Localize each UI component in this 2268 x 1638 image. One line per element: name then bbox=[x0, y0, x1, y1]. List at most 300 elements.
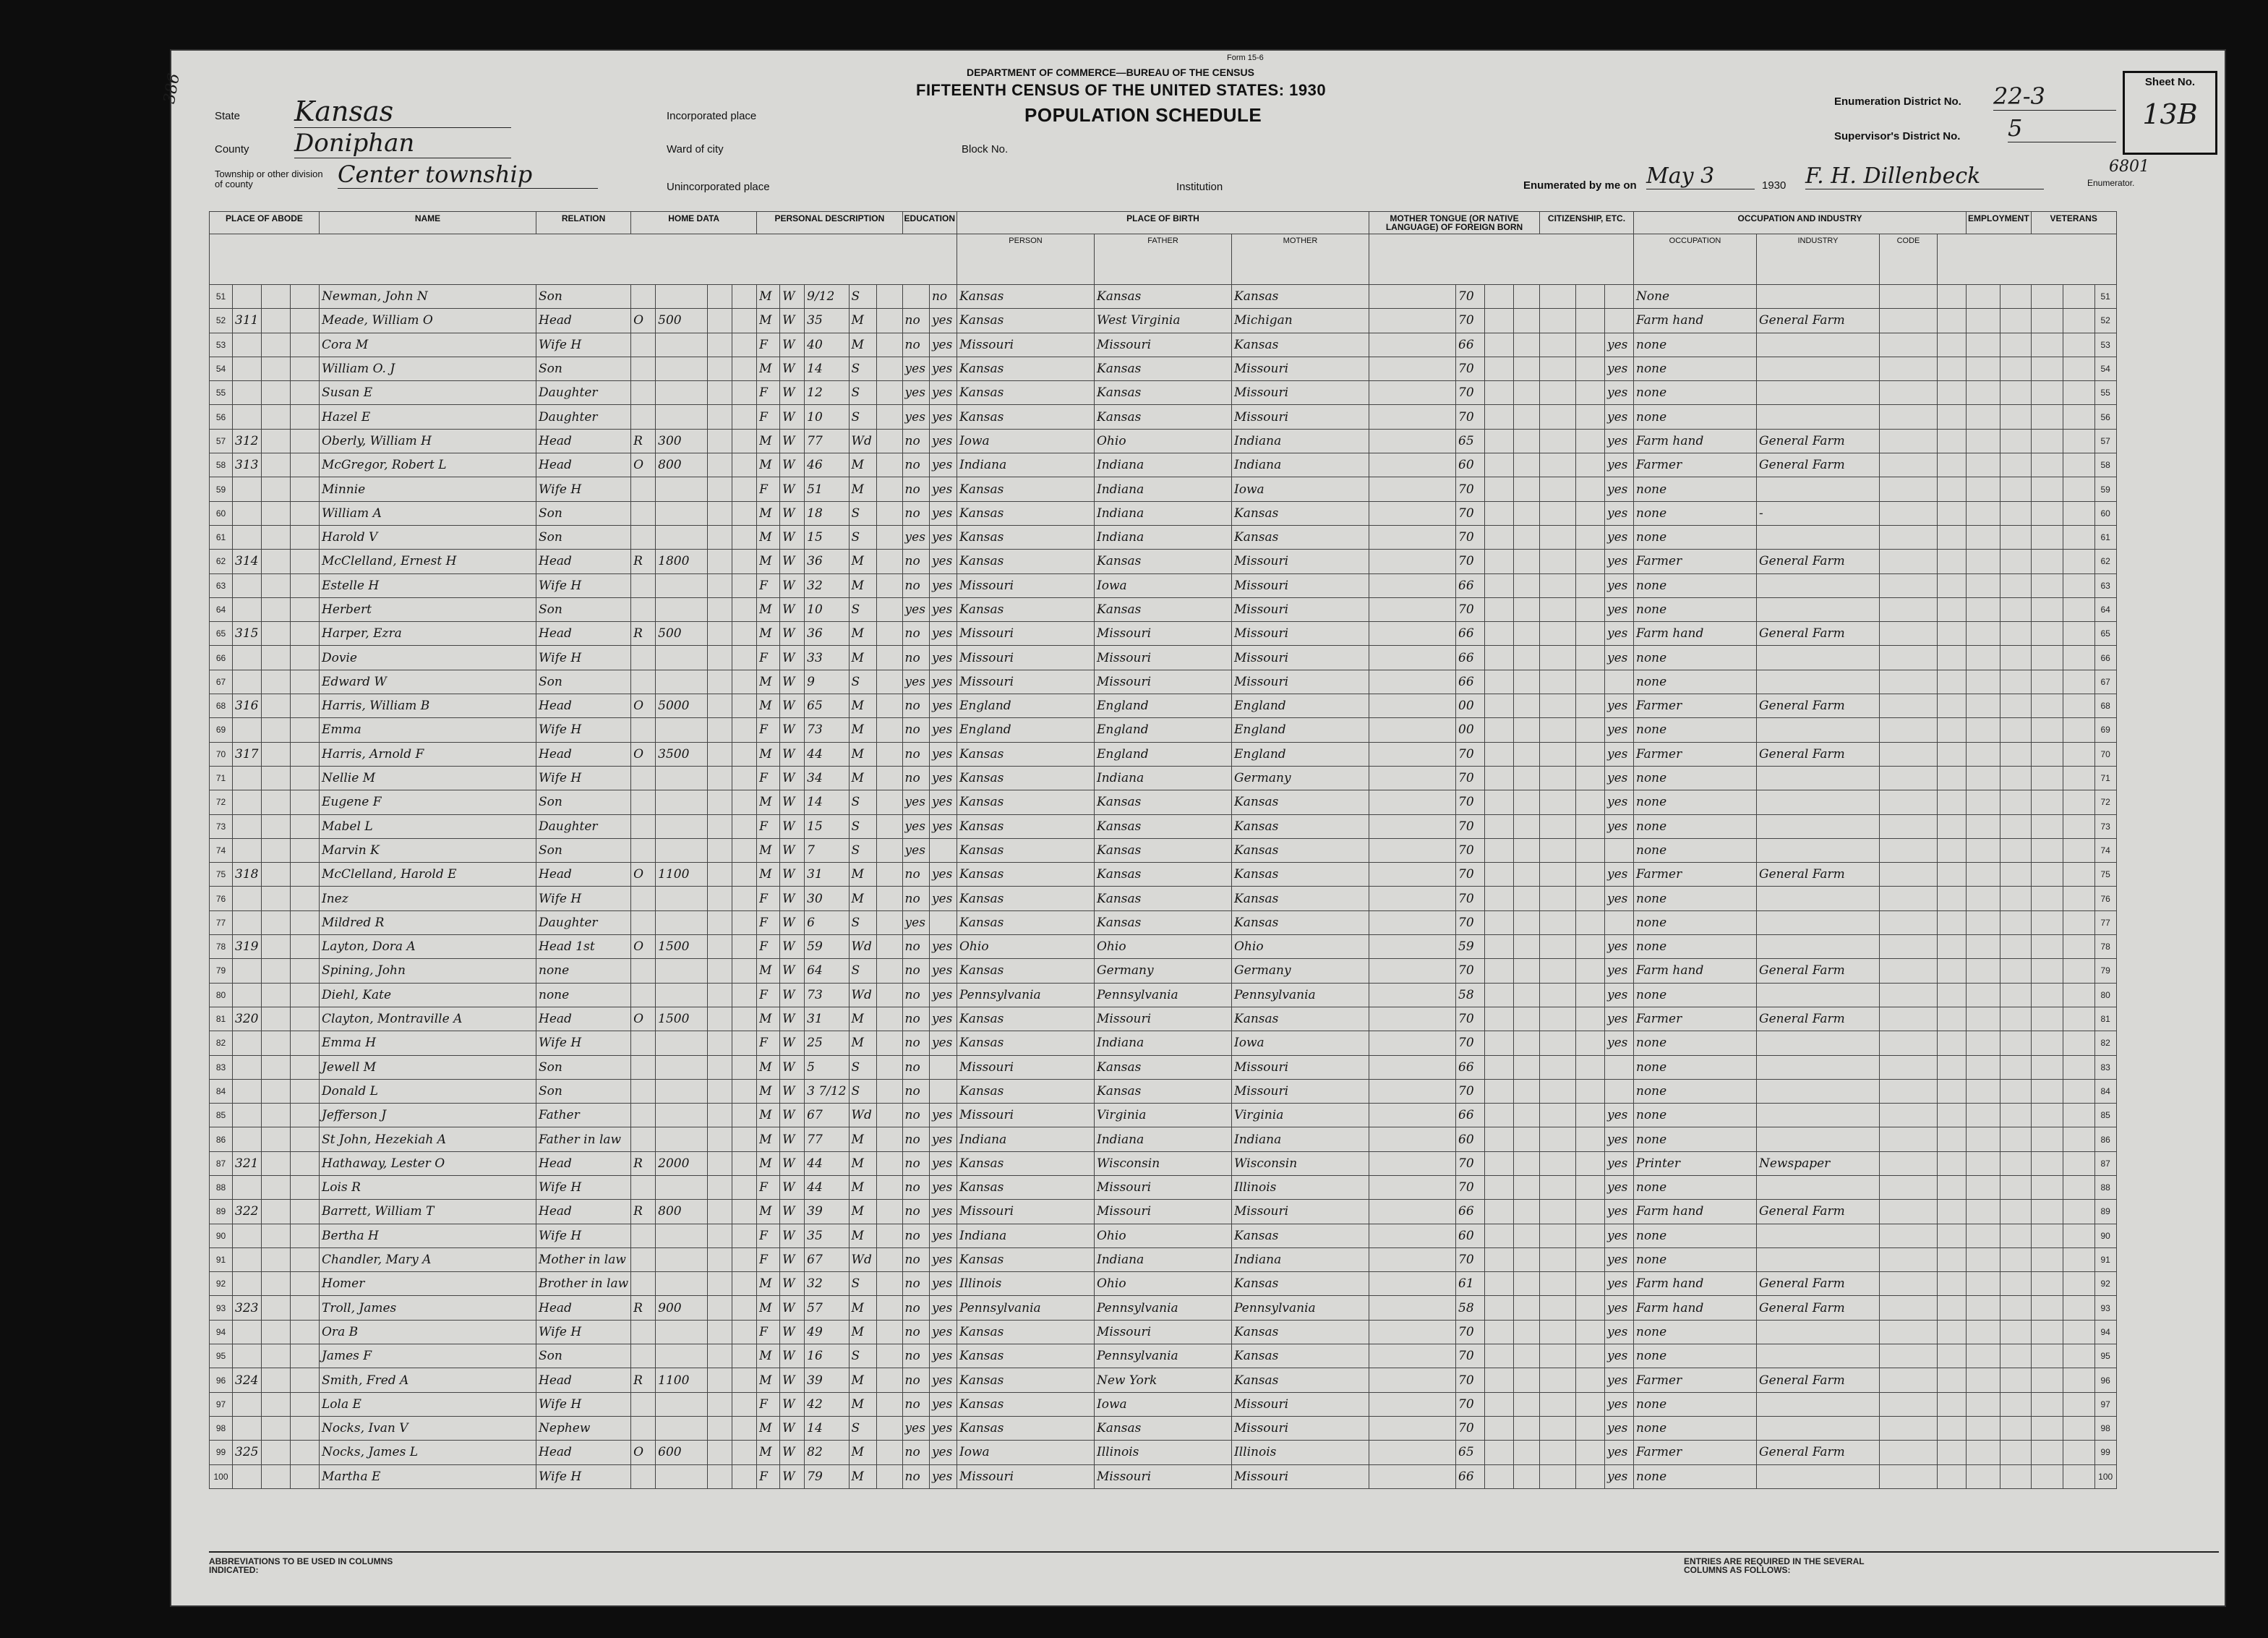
cell-empty bbox=[2031, 285, 2063, 309]
cell-empty bbox=[876, 405, 902, 429]
cell-empty bbox=[1938, 670, 1967, 694]
cell-empty bbox=[732, 550, 757, 573]
cell-rel: Son bbox=[536, 1079, 631, 1103]
cell-dw: 325 bbox=[233, 1441, 262, 1464]
cell-empty bbox=[2000, 694, 2031, 718]
cell-fbp: Indiana bbox=[1095, 525, 1232, 549]
cell-val: 1100 bbox=[656, 1368, 708, 1392]
cell-empty bbox=[876, 1175, 902, 1199]
cell-val: 1100 bbox=[656, 863, 708, 887]
cell-n: 82 bbox=[210, 1031, 233, 1055]
cell-age: 35 bbox=[805, 309, 849, 333]
cell-empty bbox=[2063, 1368, 2094, 1392]
cell-empty bbox=[1880, 333, 1938, 357]
cell-fam bbox=[262, 863, 291, 887]
cell-empty bbox=[1967, 1392, 2000, 1416]
cell-eng: yes bbox=[1605, 1200, 1634, 1224]
cell-fbp: Indiana bbox=[1095, 766, 1232, 790]
enumerator-label: Enumerator. bbox=[2087, 178, 2135, 188]
cell-n: 54 bbox=[2094, 357, 2116, 380]
cell-bp: Missouri bbox=[957, 622, 1095, 646]
cell-code: 00 bbox=[1456, 694, 1485, 718]
cell-empty bbox=[1514, 573, 1540, 597]
cell-empty bbox=[2063, 1079, 2094, 1103]
cell-fam bbox=[262, 453, 291, 477]
cell-rel: Son bbox=[536, 357, 631, 380]
cell-sch: yes bbox=[902, 670, 929, 694]
cell-mbp: Missouri bbox=[1232, 646, 1369, 670]
cell-empty bbox=[1540, 1344, 1576, 1368]
cell-empty bbox=[1485, 1151, 1514, 1175]
cell-empty bbox=[1880, 501, 1938, 525]
cell-n: 66 bbox=[210, 646, 233, 670]
cell-n: 74 bbox=[2094, 838, 2116, 862]
cell-empty bbox=[876, 1200, 902, 1224]
cell-ms: M bbox=[849, 1175, 876, 1199]
cell-mbp: Kansas bbox=[1232, 1344, 1369, 1368]
cell-sex: M bbox=[757, 597, 780, 621]
cell-n: 99 bbox=[2094, 1441, 2116, 1464]
cell-sex: F bbox=[757, 1031, 780, 1055]
cell-empty bbox=[1369, 983, 1456, 1007]
cell-empty bbox=[1967, 501, 2000, 525]
cell-mbp: England bbox=[1232, 694, 1369, 718]
cell-occ: none bbox=[1634, 766, 1757, 790]
cell-empty bbox=[1880, 429, 1938, 453]
cell-sex: F bbox=[757, 1224, 780, 1247]
cell-own: R bbox=[631, 1151, 656, 1175]
cell-empty bbox=[732, 1127, 757, 1151]
cell-empty bbox=[708, 550, 732, 573]
cell-empty bbox=[1485, 790, 1514, 814]
cell-empty bbox=[732, 285, 757, 309]
table-row bbox=[210, 742, 2117, 766]
cell-rel: Head bbox=[536, 1151, 631, 1175]
cell-empty bbox=[1938, 1247, 1967, 1271]
cell-empty bbox=[291, 381, 320, 405]
cell-empty bbox=[1880, 814, 1938, 838]
cell-empty bbox=[1485, 453, 1514, 477]
table-row bbox=[210, 1127, 2117, 1151]
cell-sex: F bbox=[757, 887, 780, 910]
cell-empty bbox=[1967, 573, 2000, 597]
cell-fam bbox=[262, 694, 291, 718]
cell-empty bbox=[1540, 838, 1576, 862]
cell-age: 49 bbox=[805, 1320, 849, 1344]
cell-empty bbox=[291, 1079, 320, 1103]
cell-ind bbox=[1757, 597, 1880, 621]
cell-read: yes bbox=[929, 405, 957, 429]
cell-occ: none bbox=[1634, 1079, 1757, 1103]
cell-n: 68 bbox=[210, 694, 233, 718]
cell-empty bbox=[1540, 1416, 1576, 1440]
cell-sch: no bbox=[902, 1441, 929, 1464]
cell-dw bbox=[233, 790, 262, 814]
cell-val bbox=[656, 381, 708, 405]
cell-own bbox=[631, 405, 656, 429]
cell-empty bbox=[876, 1151, 902, 1175]
cell-empty bbox=[708, 1320, 732, 1344]
cell-n: 56 bbox=[210, 405, 233, 429]
cell-val bbox=[656, 357, 708, 380]
cell-empty bbox=[1938, 1127, 1967, 1151]
cell-empty bbox=[1880, 1272, 1938, 1296]
cell-race: W bbox=[780, 935, 805, 959]
cell-sch: no bbox=[902, 1055, 929, 1079]
cell-dw bbox=[233, 1127, 262, 1151]
cell-ind bbox=[1757, 357, 1880, 380]
cell-mbp: Missouri bbox=[1232, 1079, 1369, 1103]
cell-empty bbox=[1485, 1104, 1514, 1127]
cell-empty bbox=[1967, 1200, 2000, 1224]
cell-val bbox=[656, 525, 708, 549]
cell-fam bbox=[262, 381, 291, 405]
cell-occ: none bbox=[1634, 1104, 1757, 1127]
cell-empty bbox=[876, 742, 902, 766]
cell-occ: none bbox=[1634, 1055, 1757, 1079]
cell-read: yes bbox=[929, 1368, 957, 1392]
cell-empty bbox=[291, 1464, 320, 1488]
cell-empty bbox=[1485, 863, 1514, 887]
cell-empty bbox=[1576, 935, 1605, 959]
cell-occ: none bbox=[1634, 1175, 1757, 1199]
cell-empty bbox=[1514, 285, 1540, 309]
cell-bp: Missouri bbox=[957, 1104, 1095, 1127]
cell-empty bbox=[1967, 1296, 2000, 1320]
cell-ind bbox=[1757, 1344, 1880, 1368]
cell-own: R bbox=[631, 1296, 656, 1320]
cell-rel: Wife H bbox=[536, 1464, 631, 1488]
cell-own: R bbox=[631, 622, 656, 646]
cell-empty bbox=[1485, 838, 1514, 862]
cell-empty bbox=[1967, 1031, 2000, 1055]
cell-empty bbox=[1880, 1055, 1938, 1079]
cell-empty bbox=[1540, 1127, 1576, 1151]
cell-age: 14 bbox=[805, 357, 849, 380]
cell-empty bbox=[1938, 1464, 1967, 1488]
cell-read: yes bbox=[929, 1175, 957, 1199]
cell-bp: England bbox=[957, 718, 1095, 742]
cell-empty bbox=[2063, 838, 2094, 862]
cell-empty bbox=[1880, 863, 1938, 887]
cell-empty bbox=[732, 1392, 757, 1416]
cell-ms: M bbox=[849, 694, 876, 718]
cell-empty bbox=[876, 1007, 902, 1031]
cell-empty bbox=[1369, 718, 1456, 742]
cell-empty bbox=[1485, 935, 1514, 959]
cell-eng bbox=[1605, 309, 1634, 333]
cell-empty bbox=[732, 694, 757, 718]
cell-empty bbox=[291, 597, 320, 621]
cell-rel: Son bbox=[536, 597, 631, 621]
cell-empty bbox=[1485, 405, 1514, 429]
cell-ind bbox=[1757, 1031, 1880, 1055]
cell-age: 31 bbox=[805, 1007, 849, 1031]
cell-n: 86 bbox=[2094, 1127, 2116, 1151]
cell-empty bbox=[2031, 1272, 2063, 1296]
cell-sex: F bbox=[757, 573, 780, 597]
cell-empty bbox=[1540, 814, 1576, 838]
cell-rel: Head bbox=[536, 550, 631, 573]
cell-empty bbox=[1967, 1344, 2000, 1368]
cell-read: yes bbox=[929, 1104, 957, 1127]
cell-race: W bbox=[780, 887, 805, 910]
cell-empty bbox=[2000, 285, 2031, 309]
cell-mbp: Indiana bbox=[1232, 1247, 1369, 1271]
cell-empty bbox=[1576, 910, 1605, 934]
cell-n: 97 bbox=[210, 1392, 233, 1416]
cell-dw bbox=[233, 333, 262, 357]
cell-ind bbox=[1757, 646, 1880, 670]
cell-race: W bbox=[780, 381, 805, 405]
cell-read: yes bbox=[929, 670, 957, 694]
cell-own: O bbox=[631, 742, 656, 766]
cell-name: Hazel E bbox=[320, 405, 536, 429]
cell-empty bbox=[1967, 670, 2000, 694]
cell-empty bbox=[1514, 1079, 1540, 1103]
cell-code: 66 bbox=[1456, 1464, 1485, 1488]
cell-dw bbox=[233, 838, 262, 862]
cell-val: 500 bbox=[656, 622, 708, 646]
cell-empty bbox=[732, 405, 757, 429]
cell-empty bbox=[1514, 597, 1540, 621]
cell-empty bbox=[1967, 838, 2000, 862]
cell-empty bbox=[2000, 1441, 2031, 1464]
cell-sch: yes bbox=[902, 838, 929, 862]
cell-bp: Kansas bbox=[957, 1247, 1095, 1271]
cell-empty bbox=[2063, 405, 2094, 429]
cell-ind: General Farm bbox=[1757, 453, 1880, 477]
sd-value: 5 bbox=[2008, 114, 2116, 142]
cell-fam bbox=[262, 1151, 291, 1175]
cell-race: W bbox=[780, 838, 805, 862]
cell-race: W bbox=[780, 670, 805, 694]
cell-mbp: Kansas bbox=[1232, 333, 1369, 357]
cell-empty bbox=[1576, 814, 1605, 838]
table-row bbox=[210, 646, 2117, 670]
cell-read bbox=[929, 1055, 957, 1079]
cell-fbp: Indiana bbox=[1095, 477, 1232, 501]
cell-eng: yes bbox=[1605, 1224, 1634, 1247]
cell-name: Mabel L bbox=[320, 814, 536, 838]
cell-sch: yes bbox=[902, 814, 929, 838]
cell-fam bbox=[262, 935, 291, 959]
cell-empty bbox=[1514, 550, 1540, 573]
cell-n: 73 bbox=[210, 814, 233, 838]
cell-empty bbox=[1369, 477, 1456, 501]
cell-empty bbox=[1880, 381, 1938, 405]
cell-empty bbox=[732, 1151, 757, 1175]
cell-bp: Pennsylvania bbox=[957, 1296, 1095, 1320]
cell-bp: Kansas bbox=[957, 597, 1095, 621]
cell-empty bbox=[2031, 1151, 2063, 1175]
cell-val bbox=[656, 1031, 708, 1055]
cell-empty bbox=[1576, 333, 1605, 357]
cell-code: 70 bbox=[1456, 838, 1485, 862]
cell-empty bbox=[708, 357, 732, 380]
cell-empty bbox=[2063, 1247, 2094, 1271]
cell-ind bbox=[1757, 935, 1880, 959]
cell-own bbox=[631, 766, 656, 790]
cell-dw bbox=[233, 766, 262, 790]
cell-empty bbox=[1514, 381, 1540, 405]
cell-empty bbox=[1880, 477, 1938, 501]
cell-empty bbox=[1540, 742, 1576, 766]
cell-empty bbox=[1880, 959, 1938, 983]
cell-n: 71 bbox=[2094, 766, 2116, 790]
cell-empty bbox=[1485, 357, 1514, 380]
cell-empty bbox=[1485, 646, 1514, 670]
cell-sex: M bbox=[757, 1272, 780, 1296]
cell-empty bbox=[2000, 405, 2031, 429]
cell-n: 98 bbox=[210, 1416, 233, 1440]
cell-empty bbox=[1880, 935, 1938, 959]
cell-empty bbox=[2000, 573, 2031, 597]
cell-empty bbox=[1540, 1441, 1576, 1464]
cell-code: 70 bbox=[1456, 1151, 1485, 1175]
cell-sch: no bbox=[902, 646, 929, 670]
cell-occ: Farmer bbox=[1634, 742, 1757, 766]
cell-rel: Head 1st bbox=[536, 935, 631, 959]
cell-sex: F bbox=[757, 766, 780, 790]
cell-eng: yes bbox=[1605, 790, 1634, 814]
cell-empty bbox=[876, 983, 902, 1007]
cell-val bbox=[656, 1175, 708, 1199]
cell-fam bbox=[262, 357, 291, 380]
cell-empty bbox=[732, 1344, 757, 1368]
cell-fam bbox=[262, 1416, 291, 1440]
cell-occ: none bbox=[1634, 1127, 1757, 1151]
cell-empty bbox=[1938, 814, 1967, 838]
margin-note: 6801 bbox=[2109, 158, 2149, 176]
cell-empty bbox=[732, 887, 757, 910]
cell-empty bbox=[1576, 1441, 1605, 1464]
cell-empty bbox=[1540, 381, 1576, 405]
cell-empty bbox=[1540, 1272, 1576, 1296]
cell-n: 94 bbox=[210, 1320, 233, 1344]
table-row bbox=[210, 959, 2117, 983]
cell-sex: F bbox=[757, 333, 780, 357]
cell-read: yes bbox=[929, 597, 957, 621]
cell-age: 32 bbox=[805, 1272, 849, 1296]
census-sheet bbox=[161, 49, 2226, 1607]
cell-empty bbox=[1369, 887, 1456, 910]
cell-empty bbox=[2000, 1392, 2031, 1416]
cell-own bbox=[631, 1464, 656, 1488]
cell-sch: no bbox=[902, 477, 929, 501]
cell-fbp: Indiana bbox=[1095, 453, 1232, 477]
cell-empty bbox=[732, 742, 757, 766]
cell-bp: Iowa bbox=[957, 1441, 1095, 1464]
cell-eng: yes bbox=[1605, 694, 1634, 718]
cell-empty bbox=[1514, 1104, 1540, 1127]
cell-empty bbox=[2031, 453, 2063, 477]
cell-empty bbox=[1369, 525, 1456, 549]
cell-name: Martha E bbox=[320, 1464, 536, 1488]
cell-empty bbox=[1576, 525, 1605, 549]
cell-empty bbox=[1880, 1104, 1938, 1127]
cell-empty bbox=[2031, 983, 2063, 1007]
table-row bbox=[210, 694, 2117, 718]
cell-eng: yes bbox=[1605, 1007, 1634, 1031]
cell-empty bbox=[1938, 1296, 1967, 1320]
cell-rel: Head bbox=[536, 742, 631, 766]
cell-ms: S bbox=[849, 1272, 876, 1296]
cell-read: yes bbox=[929, 453, 957, 477]
cell-race: W bbox=[780, 1151, 805, 1175]
cell-empty bbox=[1369, 1007, 1456, 1031]
cell-empty bbox=[1485, 1175, 1514, 1199]
county-label: County bbox=[215, 143, 249, 155]
cell-race: W bbox=[780, 1368, 805, 1392]
cell-empty bbox=[2063, 1224, 2094, 1247]
cell-own bbox=[631, 1055, 656, 1079]
cell-read: yes bbox=[929, 1464, 957, 1488]
table-row bbox=[210, 814, 2117, 838]
cell-val bbox=[656, 1104, 708, 1127]
cell-race: W bbox=[780, 814, 805, 838]
cell-mbp: Kansas bbox=[1232, 285, 1369, 309]
cell-code: 00 bbox=[1456, 718, 1485, 742]
cell-n: 69 bbox=[210, 718, 233, 742]
cell-empty bbox=[291, 1296, 320, 1320]
cell-empty bbox=[708, 1055, 732, 1079]
cell-occ: none bbox=[1634, 1320, 1757, 1344]
cell-occ: none bbox=[1634, 1344, 1757, 1368]
cell-fam bbox=[262, 910, 291, 934]
cell-bp: Kansas bbox=[957, 1031, 1095, 1055]
cell-ind: General Farm bbox=[1757, 863, 1880, 887]
cell-sch: no bbox=[902, 1104, 929, 1127]
cell-empty bbox=[1514, 477, 1540, 501]
cell-race: W bbox=[780, 1320, 805, 1344]
cell-fam bbox=[262, 597, 291, 621]
cell-mbp: Kansas bbox=[1232, 1007, 1369, 1031]
cell-empty bbox=[1540, 935, 1576, 959]
cell-name: Inez bbox=[320, 887, 536, 910]
cell-empty bbox=[876, 646, 902, 670]
cell-fam bbox=[262, 1344, 291, 1368]
cell-empty bbox=[1369, 550, 1456, 573]
group-relation: RELATION bbox=[536, 212, 631, 234]
cell-bp: Kansas bbox=[957, 1392, 1095, 1416]
cell-name: Newman, John N bbox=[320, 285, 536, 309]
cell-empty bbox=[1880, 838, 1938, 862]
cell-empty bbox=[1938, 550, 1967, 573]
cell-empty bbox=[2000, 1151, 2031, 1175]
cell-fbp: England bbox=[1095, 718, 1232, 742]
cell-empty bbox=[708, 622, 732, 646]
cell-own: O bbox=[631, 935, 656, 959]
cell-sch: yes bbox=[902, 381, 929, 405]
cell-mbp: Kansas bbox=[1232, 1368, 1369, 1392]
cell-empty bbox=[1938, 381, 1967, 405]
cell-read: yes bbox=[929, 1344, 957, 1368]
cell-empty bbox=[1369, 622, 1456, 646]
enumerated-label: Enumerated by me on bbox=[1523, 179, 1637, 192]
cell-read: yes bbox=[929, 1031, 957, 1055]
cell-age: 79 bbox=[805, 1464, 849, 1488]
cell-empty bbox=[1369, 429, 1456, 453]
cell-sch: no bbox=[902, 1175, 929, 1199]
cell-name: Dovie bbox=[320, 646, 536, 670]
cell-name: Nellie M bbox=[320, 766, 536, 790]
cell-ind: General Farm bbox=[1757, 742, 1880, 766]
cell-rel: Head bbox=[536, 1441, 631, 1464]
cell-dw bbox=[233, 381, 262, 405]
group-birth: PLACE OF BIRTH bbox=[957, 212, 1369, 234]
cell-empty bbox=[1540, 525, 1576, 549]
